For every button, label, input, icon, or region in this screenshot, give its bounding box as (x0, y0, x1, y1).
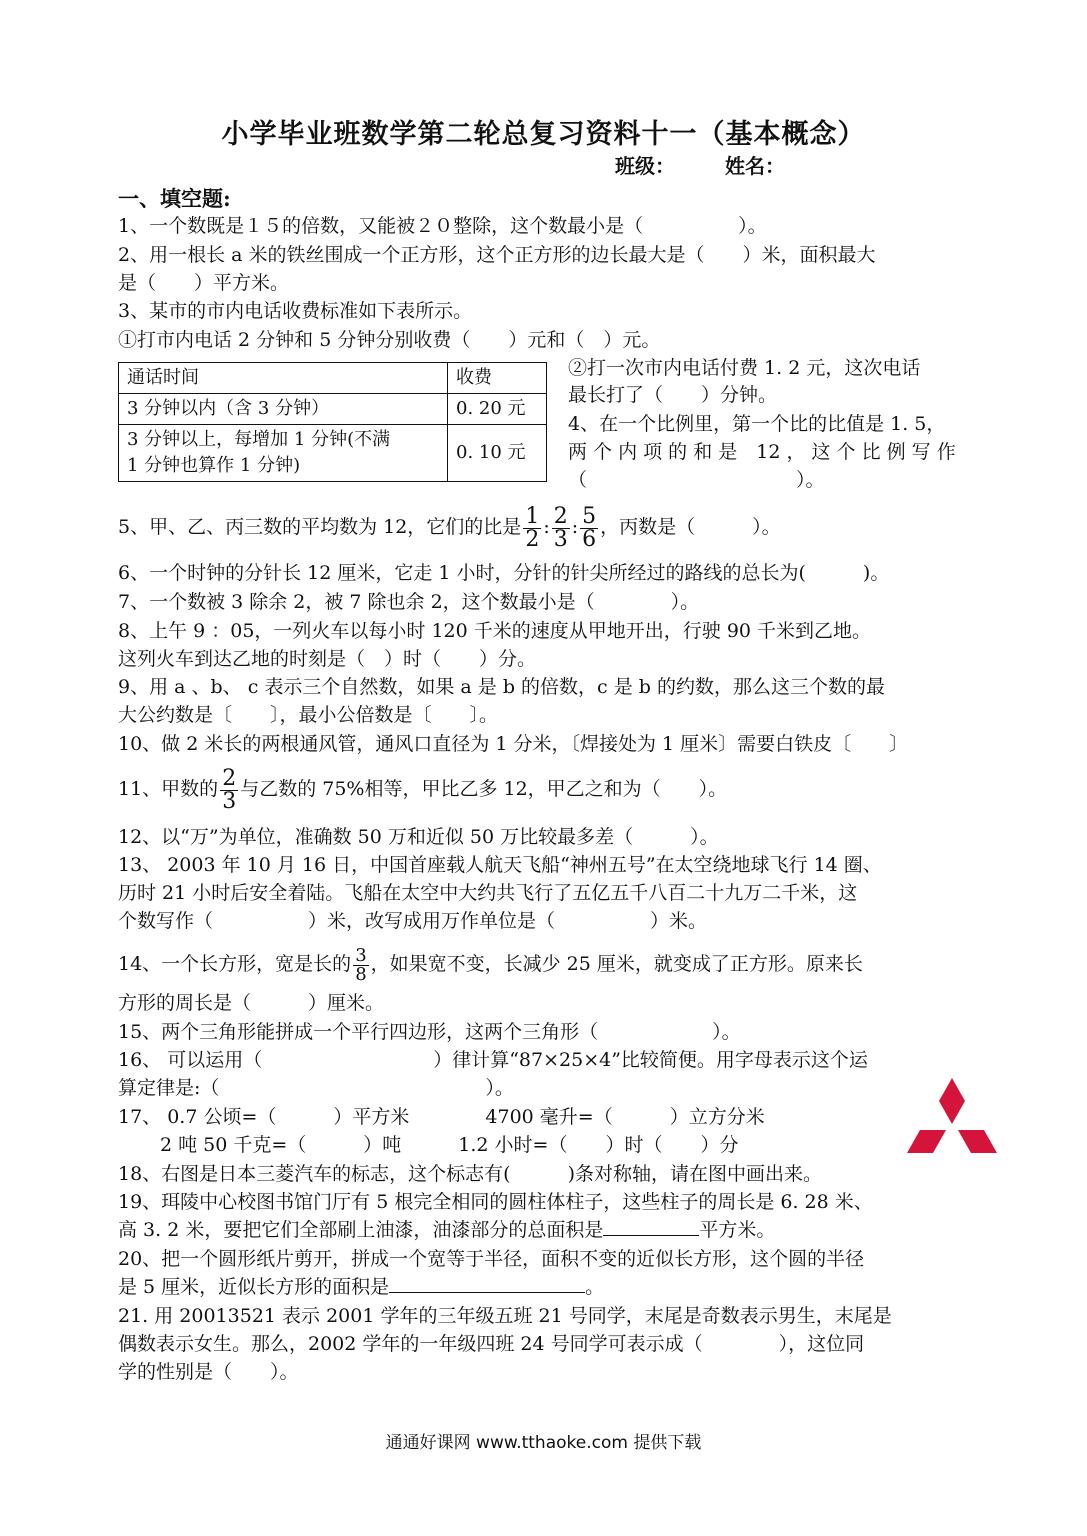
question-18: 18、右图是日本三菱汽车的标志，这个标志有( )条对称轴，请在图中画出来。 (118, 1163, 823, 1185)
question-11-text-end: 与乙数的 75%相等，甲比乙多 12，甲乙之和为（ ）。 (240, 778, 728, 800)
question-2-line1: 2、用一根长 a 米的铁丝围成一个正方形，这个正方形的边长最大是（ ）米，面积最大 (118, 244, 876, 266)
fraction (220, 765, 238, 814)
question-4-line2: 两 个 内 项 的 和 是 12 ， 这 个 比 例 写 作 (568, 441, 956, 463)
fraction (580, 503, 598, 552)
question-19-line2 (118, 1217, 775, 1243)
question-20-line1: 20、把一个圆形纸片剪开，拼成一个宽等于半径，面积不变的近似长方形，这个圆的半径 (118, 1248, 865, 1270)
question-2-line2: 是（ ）平方米。 (118, 272, 290, 294)
question-3-part2-line1: ②打一次市内电话付费 1. 2 元，这次电话 (568, 357, 921, 379)
question-13-line2: 历时 21 小时后安全着陆。飞船在太空中大约共飞行了五亿五千八百二十九万二千米，这 (118, 882, 858, 904)
section-heading: 一、填空题: (118, 186, 231, 211)
fee-table (118, 362, 547, 482)
logo-diamond-left (907, 1130, 946, 1153)
fraction (552, 503, 570, 552)
numerator: 2 (553, 503, 568, 529)
question-7: 7、一个数被 3 除余 2，被 7 除也余 2，这个数最小是（ ）。 (118, 591, 700, 613)
question-19-line1: 19、珥陵中心校图书馆门厅有 5 根完全相同的圆柱体柱子，这些柱子的周长是 6. 28 米、 (118, 1191, 873, 1213)
table-cell-line: 3 分钟以上，每增加 1 分钟(不满 (127, 429, 391, 450)
question-6: 6、一个时钟的分针长 12 厘米，它走 1 小时，分针的针尖所经过的路线的总长为( )。 (118, 562, 890, 584)
numerator: 2 (222, 765, 237, 791)
table-cell: 3 分钟以内（含 3 分钟） (119, 394, 448, 425)
question-19-text: 高 3. 2 米，要把它们全部刷上油漆，油漆部分的总面积是 (118, 1219, 604, 1241)
question-20-line2 (118, 1274, 604, 1300)
numerator: 1 (525, 503, 540, 529)
logo-diamond-right (958, 1130, 997, 1153)
question-15: 15、两个三角形能拼成一个平行四边形，这两个三角形（ ）。 (118, 1021, 741, 1043)
question-13-line3: 个数写作（ ）米，改写成用万作单位是（ ）米。 (118, 910, 708, 932)
answer-blank (389, 1274, 585, 1293)
question-9-line1: 9、用 a 、b、 c 表示三个自然数，如果 a 是 b 的倍数，c 是 b 的约数，那么这三个数的最 (118, 676, 885, 698)
question-14-line2: 方形的周长是（ ）厘米。 (118, 992, 385, 1014)
question-5-text-end: ，丙数是（ ）。 (600, 516, 781, 538)
question-4-line1: 4、在一个比例里，第一个比的比值是 1. 5， (568, 413, 946, 435)
question-17-line1: 17、 0.7 公顷=（ ）平方米 4700 毫升=（ ）立方分米 (118, 1106, 765, 1128)
question-17-line2: 2 吨 50 千克=（ ）吨 1.2 小时=（ ）时（ ）分 (160, 1134, 739, 1156)
table-cell-line: 1 分钟也算作 1 分钟) (127, 455, 301, 476)
question-13-line1: 13、 2003 年 10 月 16 日，中国首座载人航天飞船“神州五号”在太空绕地球飞行 14 圈、 (118, 854, 882, 876)
question-21-line2: 偶数表示女生。那么，2002 学年的一年级四班 24 号同学可表示成（ ），这位同 (118, 1333, 865, 1355)
numerator: 5 (582, 503, 597, 529)
footer-text: 通通好课网 www.tthaoke.com 提供下载 (385, 1433, 702, 1453)
question-4-line3: （ ）。 (568, 469, 825, 491)
denominator: 3 (222, 788, 237, 814)
question-14-text: 14、一个长方形，宽是长的 (118, 953, 352, 975)
table-cell: 0. 10 元 (448, 425, 547, 482)
question-20-text: 是 5 厘米，近似长方形的面积是 (118, 1276, 390, 1298)
table-header-cell: 收费 (448, 363, 547, 394)
question-3-part2-line2: 最长打了（ ）分钟。 (568, 384, 778, 406)
table-row (119, 425, 547, 482)
table-row (119, 363, 547, 394)
table-cell: 0. 20 元 (448, 394, 547, 425)
question-14-text-end: ，如果宽不变，长减少 25 厘米，就变成了正方形。原来长 (370, 953, 863, 975)
question-14-line1 (118, 940, 863, 988)
mitsubishi-logo-icon (905, 1078, 999, 1156)
logo-diamond-top (939, 1078, 965, 1124)
table-cell (119, 425, 448, 482)
denominator: 3 (553, 526, 568, 552)
denominator: 2 (525, 526, 540, 552)
answer-blank (603, 1217, 699, 1236)
question-11 (118, 760, 727, 818)
question-16-line2: 算定律是:（ ）。 (118, 1077, 514, 1099)
question-21-line1: 21. 用 20013521 表示 2001 学年的三年级五班 21 号同学，末尾是奇数表示男生，末尾是 (118, 1305, 892, 1327)
question-8-line1: 8、上午 9 ：05，一列火车以每小时 120 千米的速度从甲地开出，行驶 90 千米到乙地。 (118, 620, 872, 642)
question-21-line3: 学的性别是（ ）。 (118, 1361, 299, 1383)
denominator: 8 (355, 963, 367, 985)
page-title: 小学毕业班数学第二轮总复习资料十一（基本概念） (221, 119, 866, 150)
table-header-cell: 通话时间 (119, 363, 448, 394)
denominator: 6 (582, 526, 597, 552)
class-name-line: 班级： 姓名： (615, 154, 785, 178)
question-11-text: 11、甲数的 (118, 778, 219, 800)
fraction (353, 944, 368, 985)
fraction (523, 503, 541, 552)
question-3-part1: ①打市内电话 2 分钟和 5 分钟分别收费（ ）元和（ ）元。 (118, 329, 661, 351)
question-3-intro: 3、某市的市内电话收费标准如下表所示。 (118, 300, 473, 322)
question-8-line2: 这列火车到达乙地的时刻是（ ）时（ ）分。 (118, 648, 537, 670)
table-row (119, 394, 547, 425)
question-9-line2: 大公约数是〔 〕，最小公倍数是〔 〕。 (118, 704, 499, 726)
question-5-text: 5、甲、乙、丙三数的平均数为 12，它们的比是 (118, 516, 522, 538)
question-10: 10、做 2 米长的两根通风管，通风口直径为 1 分米，〔焊接处为 1 厘米〕需要白铁皮〔 〕 (118, 733, 909, 755)
question-5: 5、甲、乙、丙三数的平均数为 12，它们的比是 $\frac{1}{2}$ : $\frac{2}{3}$ : $\frac{5}{6}$ ，丙数是（ ）。 (118, 503, 781, 552)
question-20-text-end: 。 (585, 1276, 605, 1298)
numerator: 3 (355, 944, 367, 966)
question-12: 12、以“万”为单位，准确数 50 万和近似 50 万比较最多差（ ）。 (118, 826, 719, 848)
question-16-line1: 16、 可以运用（ ）律计算“87×25×4”比较简便。用字母表示这个运 (118, 1049, 868, 1071)
question-19-text-end: 平方米。 (699, 1219, 776, 1241)
question-1: 1、一个数既是１５的倍数，又能被２０整除，这个数最小是（ ）。 (118, 215, 767, 237)
